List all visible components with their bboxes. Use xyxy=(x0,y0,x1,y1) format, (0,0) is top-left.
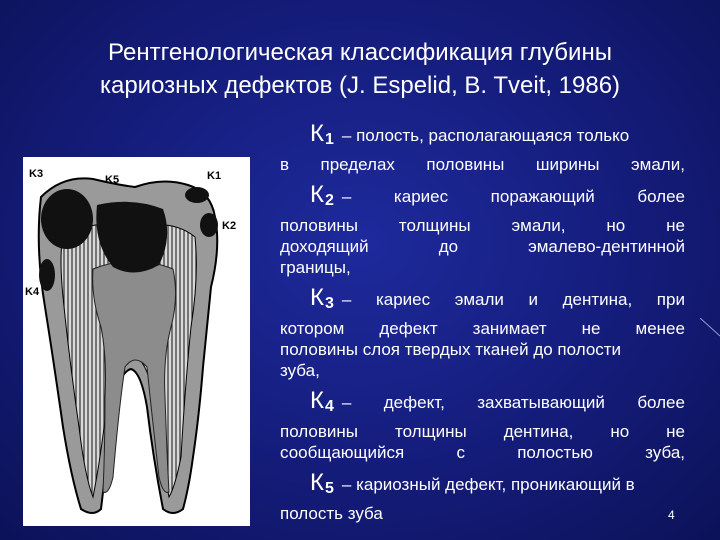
k-index: 1 xyxy=(324,131,334,148)
word: ширины xyxy=(535,155,600,174)
word: дефект, xyxy=(383,393,445,412)
item-head-text xyxy=(342,186,685,207)
item-k3-line xyxy=(280,318,685,339)
label-k2: K2 xyxy=(222,220,237,232)
pulp-chamber xyxy=(93,261,176,492)
word: но xyxy=(606,216,626,235)
item-head-text xyxy=(342,289,685,310)
corner-line-decoration xyxy=(700,318,720,338)
word: границы, xyxy=(280,258,351,277)
word: более xyxy=(637,393,685,412)
word: не xyxy=(666,422,685,441)
word: толщины xyxy=(395,422,467,441)
word: но xyxy=(610,422,630,441)
k-letter: К xyxy=(310,387,324,414)
word: сообщающийся xyxy=(280,443,405,462)
word: занимает xyxy=(472,319,547,338)
lesion-k3 xyxy=(41,189,93,249)
word: полость зуба xyxy=(280,504,383,523)
item-k3-head xyxy=(280,284,685,318)
k-code xyxy=(310,181,334,215)
word: не xyxy=(666,216,685,235)
word: кариес xyxy=(375,290,431,309)
k-code xyxy=(310,387,334,421)
item-k4-head xyxy=(280,387,685,421)
item-k2-line xyxy=(280,215,685,236)
word: – xyxy=(341,393,352,412)
word: захватывающий xyxy=(477,393,605,412)
word: с xyxy=(456,443,465,462)
label-k3: K3 xyxy=(29,168,44,180)
word: половины xyxy=(280,422,358,441)
k-code xyxy=(310,284,334,318)
item-k2-head xyxy=(280,181,685,215)
item-k2-line xyxy=(280,236,685,257)
word: в xyxy=(280,155,290,174)
item-k1-head xyxy=(280,120,685,154)
word: – xyxy=(341,290,352,309)
word: – кариозный дефект, проникающий в xyxy=(341,475,635,494)
word: толщины xyxy=(398,216,471,235)
title-line-2: кариозных дефектов (J. Espelid, B. Tveit, 1986) xyxy=(99,72,621,99)
k-index: 4 xyxy=(324,398,334,415)
word: при xyxy=(656,290,685,309)
label-k4: K4 xyxy=(25,286,40,298)
item-k3-line xyxy=(280,339,685,360)
k-letter: К xyxy=(310,469,324,496)
item-head-text xyxy=(342,392,685,413)
item-head-text xyxy=(342,125,685,146)
word: зуба, xyxy=(280,361,320,380)
word: более xyxy=(637,187,685,206)
word: эмали, xyxy=(511,216,566,235)
item-head-text xyxy=(342,474,685,495)
word: котором xyxy=(280,319,345,338)
word: половины xyxy=(280,216,358,235)
k-index: 3 xyxy=(324,295,334,312)
item-k4-line xyxy=(280,421,685,442)
k-code xyxy=(310,120,334,154)
item-k2-line xyxy=(280,257,685,278)
word: и xyxy=(528,290,538,309)
word: эмали xyxy=(454,290,504,309)
page-number: 4 xyxy=(668,508,675,522)
word: эмали, xyxy=(630,155,685,174)
word: эмалево-дентинной xyxy=(528,237,685,256)
label-k5: K5 xyxy=(105,174,120,186)
item-k5-head xyxy=(280,469,685,503)
classification-text xyxy=(280,120,685,524)
lesion-k1 xyxy=(185,187,209,203)
word: до xyxy=(438,237,459,256)
word: менее xyxy=(635,319,685,338)
k-letter: К xyxy=(310,120,324,147)
word: поражающий xyxy=(490,187,595,206)
word: зуба, xyxy=(645,443,685,462)
word: – полость, располагающаяся только xyxy=(341,126,630,145)
word: половины слоя твердых тканей до полости xyxy=(280,340,622,359)
word: пределах xyxy=(320,155,395,174)
label-k1: K1 xyxy=(207,170,222,182)
lesion-k4 xyxy=(39,259,55,291)
word: дефект xyxy=(379,319,438,338)
word: полостью xyxy=(517,443,593,462)
word: кариес xyxy=(393,187,449,206)
word: дентина, xyxy=(503,422,574,441)
word: – xyxy=(341,187,352,206)
item-k3-line xyxy=(280,360,685,381)
title-line-1: Рентгенологическая классификация глубины xyxy=(108,39,612,66)
word: половины xyxy=(426,155,505,174)
tooth-svg xyxy=(23,157,250,526)
word: дентина, xyxy=(562,290,633,309)
item-k5-line xyxy=(280,503,685,524)
tooth-diagram xyxy=(23,157,250,526)
k-index: 5 xyxy=(324,480,334,497)
k-letter: К xyxy=(310,284,324,311)
item-k4-line xyxy=(280,442,685,463)
slide-title xyxy=(20,36,700,102)
k-index: 2 xyxy=(324,192,334,209)
lesion-k2 xyxy=(200,213,218,237)
word: доходящий xyxy=(280,237,369,256)
k-code xyxy=(310,469,334,503)
word: не xyxy=(581,319,601,338)
k-letter: К xyxy=(310,181,324,208)
item-k1-line xyxy=(280,154,685,175)
